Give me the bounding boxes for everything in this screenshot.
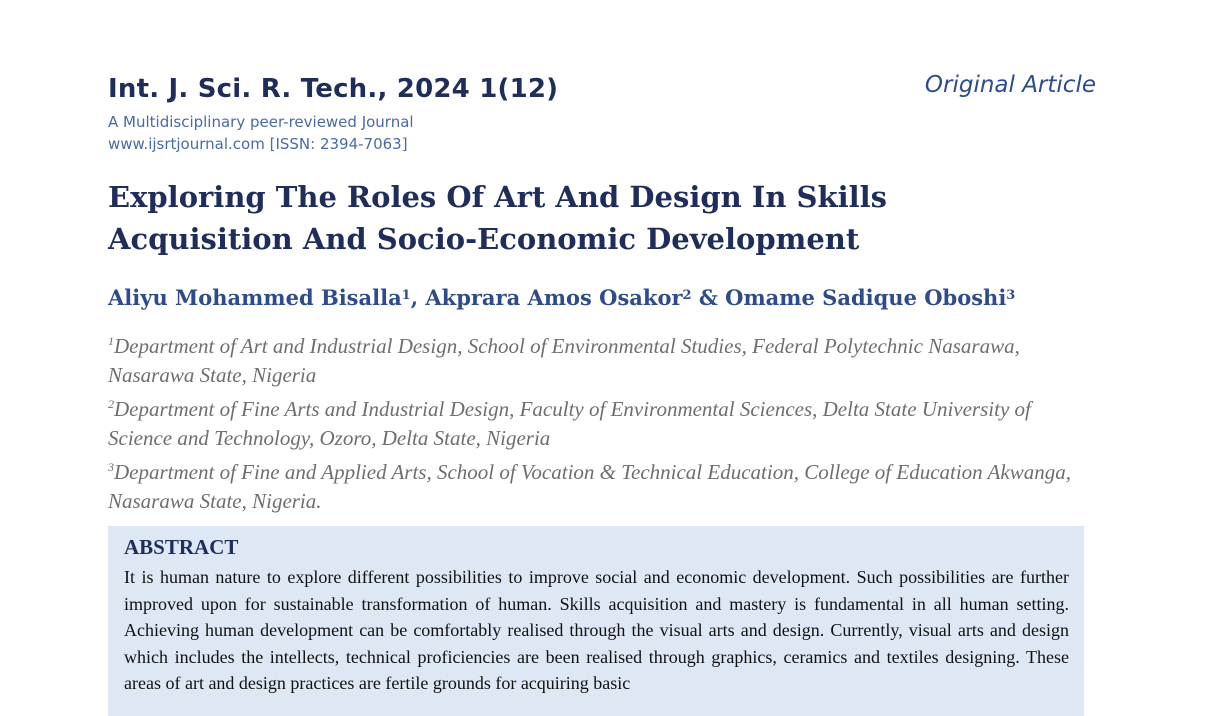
affiliation-list: [108, 327, 1088, 516]
affiliation-text: Department of Fine Arts and Industrial Design, Faculty of Environmental Sciences, Delta State University of Science and Technology, Ozoro, Delta State, Nigeria: [108, 397, 1031, 450]
affiliation-marker: 2: [108, 397, 114, 411]
paper-title: [108, 176, 1108, 260]
abstract-body: It is human nature to explore different possibilities to improve social and economic development. Such possibilities are further improved upon for sustainable transformation of human. Skills acquisition and mastery is fundamental in all human setting. Achieving human development can be comfortably realised through the visual arts and design. Currently, visual arts and design which includes the intellects, technical proficiencies are been realised through graphics, ceramics and textiles designing. These areas of art and design practices are fertile grounds for acquiring basic: [124, 567, 1078, 693]
author-affiliation-marker: 3: [1006, 288, 1016, 303]
author-affiliation-marker: 2: [682, 288, 692, 303]
affiliation-text: Department of Art and Industrial Design, School of Environmental Studies, Federal Polytechnic Nasarawa, Nasarawa State, Nigeria: [108, 334, 1020, 387]
paper-title-line-1: Exploring The Roles Of Art And Design In Skills: [108, 180, 887, 214]
article-type-label: Original Article: [924, 72, 1096, 98]
affiliation-text: Department of Fine and Applied Arts, School of Vocation & Technical Education, College of Education Akwanga, Nasarawa State, Nigeria.: [108, 460, 1071, 513]
affiliation-marker: 1: [108, 334, 114, 348]
author-name: Omame Sadique Oboshi: [725, 285, 1007, 310]
author-name: Akprara Amos Osakor: [425, 285, 683, 310]
author-affiliation-marker: 1: [401, 288, 411, 303]
abstract-heading: ABSTRACT: [124, 535, 239, 559]
affiliation-marker: 3: [108, 460, 114, 474]
journal-website[interactable]: www.ijsrtjournal.com [ISSN: 2394-7063]: [108, 135, 408, 153]
author-separator: &: [691, 285, 726, 310]
author-name: Aliyu Mohammed Bisalla: [108, 285, 402, 310]
author-separator: ,: [410, 285, 426, 310]
author-list: [108, 285, 1108, 310]
paper-title-line-2: Acquisition And Socio-Economic Development: [108, 222, 860, 256]
journal-tagline: A Multidisciplinary peer-reviewed Journal: [108, 113, 414, 131]
journal-citation: Int. J. Sci. R. Tech., 2024 1(12): [108, 74, 559, 104]
affiliation-item: [108, 390, 1088, 453]
affiliation-item: [108, 327, 1088, 390]
affiliation-item: [108, 453, 1088, 516]
abstract-section: [108, 526, 1084, 716]
